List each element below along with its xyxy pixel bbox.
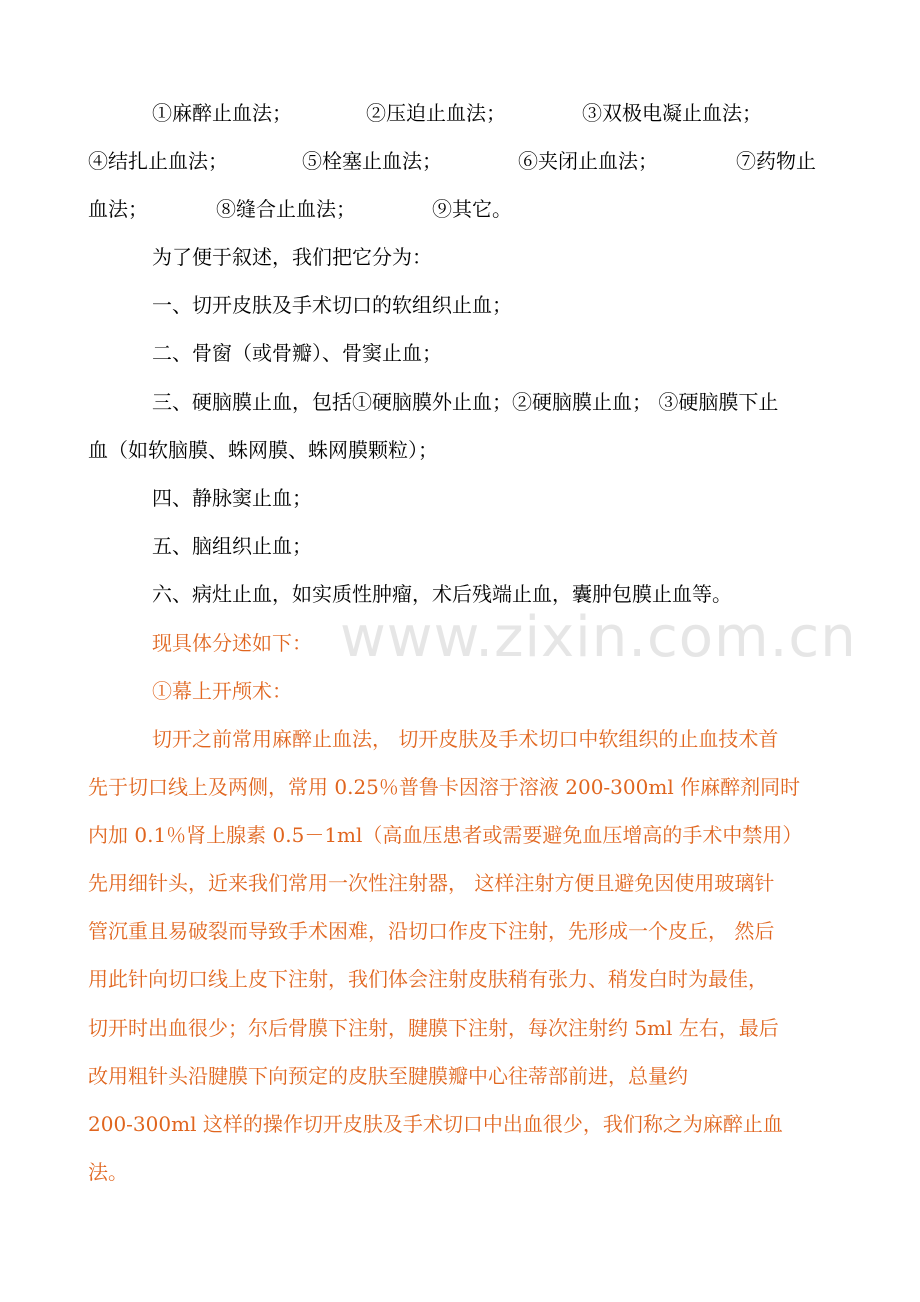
detail-paragraph-line: 用此针向切口线上皮下注射，我们体会注射皮肤稍有张力、稍发白时为最佳， bbox=[88, 967, 768, 991]
watermark: www.zixin.com.cn bbox=[340, 605, 857, 670]
method-item: ⑤栓塞止血法； bbox=[302, 149, 442, 173]
method-item: 血法； bbox=[88, 197, 148, 221]
detail-paragraph-line: 切开时出血很少；尔后骨膜下注射，腱膜下注射，每次注射约 5ml 左右，最后 bbox=[88, 1016, 779, 1040]
method-item: ②压迫止血法； bbox=[366, 101, 506, 125]
detail-paragraph-line: 先用细针头，近来我们常用一次性注射器， 这样注射方便且避免因使用玻璃针 bbox=[88, 871, 775, 895]
category-item: 五、脑组织止血； bbox=[152, 534, 312, 558]
method-item: ①麻醉止血法； bbox=[152, 101, 292, 125]
detail-paragraph-line: 200-300ml 这样的操作切开皮肤及手术切口中出血很少，我们称之为麻醉止血 bbox=[88, 1112, 783, 1136]
detail-intro: 现具体分述如下： bbox=[152, 631, 312, 655]
detail-paragraph-line: 内加 0.1％肾上腺素 0.5－1ml（高血压患者或需要避免血压增高的手术中禁用） bbox=[88, 823, 803, 847]
category-item: 三、硬脑膜止血，包括①硬脑膜外止血；②硬脑膜止血； ③硬脑膜下止 bbox=[152, 390, 779, 414]
category-item: 六、病灶止血，如实质性肿瘤，术后残端止血，囊肿包膜止血等。 bbox=[152, 582, 732, 606]
category-item: 四、静脉窦止血； bbox=[152, 486, 312, 510]
method-item: ④结扎止血法； bbox=[88, 149, 228, 173]
detail-paragraph-line: 先于切口线上及两侧，常用 0.25％普鲁卡因溶于溶液 200-300ml 作麻醉剂同时 bbox=[88, 775, 801, 799]
detail-paragraph-line: 改用粗针头沿腱膜下向预定的皮肤至腱膜瓣中心往蒂部前进，总量约 bbox=[88, 1064, 688, 1088]
detail-paragraph-line: 切开之前常用麻醉止血法， 切开皮肤及手术切口中软组织的止血技术首 bbox=[152, 727, 779, 751]
intro-text: 为了便于叙述，我们把它分为： bbox=[152, 245, 432, 269]
category-item: 二、骨窗（或骨瓣）、骨窦止血； bbox=[152, 341, 442, 365]
category-item-continued: 血（如软脑膜、蛛网膜、蛛网膜颗粒）； bbox=[88, 438, 438, 462]
method-item: ⑨其它。 bbox=[432, 197, 512, 221]
method-item: ⑥夹闭止血法； bbox=[518, 149, 658, 173]
method-item: ⑧缝合止血法； bbox=[216, 197, 356, 221]
category-item: 一、切开皮肤及手术切口的软组织止血； bbox=[152, 293, 512, 317]
method-item: ⑦药物止 bbox=[736, 149, 816, 173]
detail-paragraph-line: 法。 bbox=[88, 1160, 128, 1184]
method-item: ③双极电凝止血法； bbox=[582, 101, 762, 125]
detail-heading: ①幕上开颅术： bbox=[152, 679, 292, 703]
detail-paragraph-line: 管沉重且易破裂而导致手术困难，沿切口作皮下注射，先形成一个皮丘， 然后 bbox=[88, 919, 775, 943]
